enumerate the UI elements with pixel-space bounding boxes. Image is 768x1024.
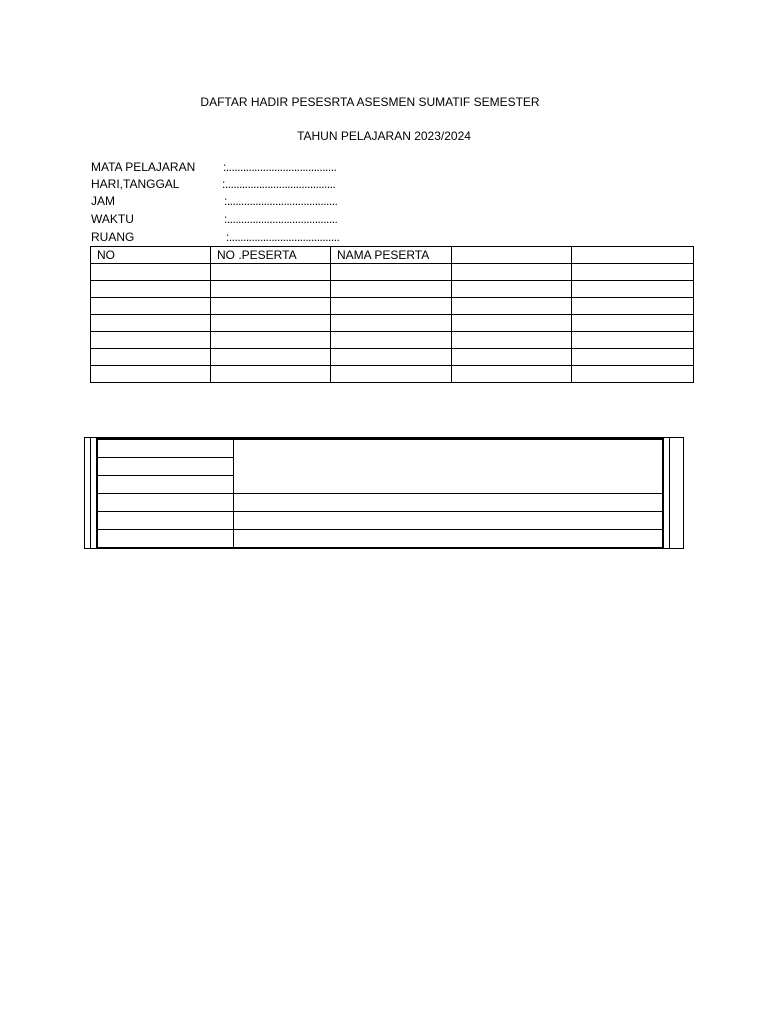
table-cell[interactable]	[211, 366, 331, 383]
table-cell[interactable]	[572, 315, 694, 332]
signature-merged-cell[interactable]	[234, 439, 664, 494]
header-cell-nama-peserta: NAMA PESERTA	[331, 247, 452, 264]
info-value: :.......................................	[224, 194, 338, 208]
signature-box-left-border	[90, 437, 97, 549]
info-value: :.......................................	[226, 230, 340, 244]
table-cell[interactable]	[91, 349, 211, 366]
table-cell[interactable]	[331, 281, 452, 298]
signature-cell[interactable]	[98, 512, 234, 530]
header-cell-blank	[572, 247, 694, 264]
signature-cell[interactable]	[234, 512, 664, 530]
table-cell[interactable]	[211, 315, 331, 332]
signature-cell[interactable]	[98, 458, 234, 476]
table-cell[interactable]	[452, 264, 572, 281]
table-cell[interactable]	[211, 298, 331, 315]
table-cell[interactable]	[331, 264, 452, 281]
table-cell[interactable]	[211, 349, 331, 366]
table-cell[interactable]	[572, 349, 694, 366]
table-row	[91, 264, 694, 281]
table-cell[interactable]	[331, 315, 452, 332]
table-cell[interactable]	[572, 281, 694, 298]
table-cell[interactable]	[91, 264, 211, 281]
table-cell[interactable]	[91, 366, 211, 383]
table-row	[91, 349, 694, 366]
table-cell[interactable]	[572, 366, 694, 383]
table-cell[interactable]	[452, 315, 572, 332]
info-value: :.......................................	[222, 177, 336, 191]
table-cell[interactable]	[91, 315, 211, 332]
table-row	[91, 332, 694, 349]
signature-row	[98, 494, 664, 512]
table-cell[interactable]	[572, 332, 694, 349]
signature-cell[interactable]	[98, 530, 234, 549]
header-cell-no: NO	[91, 247, 211, 264]
table-cell[interactable]	[452, 349, 572, 366]
signature-row	[98, 439, 664, 458]
document-subtitle: TAHUN PELAJARAN 2023/2024	[297, 129, 471, 143]
table-cell[interactable]	[211, 264, 331, 281]
info-label: JAM	[91, 194, 115, 208]
table-cell[interactable]	[331, 332, 452, 349]
signature-table	[97, 438, 664, 549]
signature-cell[interactable]	[98, 494, 234, 512]
info-label: RUANG	[91, 230, 135, 244]
signature-cell[interactable]	[98, 439, 234, 458]
attendance-table	[90, 246, 694, 383]
table-cell[interactable]	[452, 366, 572, 383]
table-row	[91, 281, 694, 298]
signature-cell[interactable]	[234, 494, 664, 512]
signature-cell[interactable]	[234, 530, 664, 549]
table-cell[interactable]	[331, 349, 452, 366]
table-cell[interactable]	[572, 264, 694, 281]
table-cell[interactable]	[91, 281, 211, 298]
document-title: DAFTAR HADIR PESESRTA ASESMEN SUMATIF SEMESTER	[200, 95, 540, 109]
table-row	[91, 315, 694, 332]
table-row	[91, 366, 694, 383]
table-cell[interactable]	[331, 366, 452, 383]
table-cell[interactable]	[91, 298, 211, 315]
table-row	[91, 298, 694, 315]
table-cell[interactable]	[211, 281, 331, 298]
signature-row	[98, 512, 664, 530]
table-cell[interactable]	[331, 298, 452, 315]
table-header-row	[91, 247, 694, 264]
info-value: :.......................................	[224, 212, 338, 226]
table-cell[interactable]	[572, 298, 694, 315]
table-cell[interactable]	[452, 332, 572, 349]
info-label: MATA PELAJARAN	[91, 160, 196, 174]
table-cell[interactable]	[91, 332, 211, 349]
signature-cell[interactable]	[98, 476, 234, 494]
table-cell[interactable]	[452, 281, 572, 298]
table-cell[interactable]	[452, 298, 572, 315]
table-cell[interactable]	[211, 332, 331, 349]
info-label: WAKTU	[91, 212, 134, 226]
header-cell-no-peserta: NO .PESERTA	[211, 247, 331, 264]
info-value: :.......................................	[223, 160, 337, 174]
header-cell-blank	[452, 247, 572, 264]
info-label: HARI,TANGGAL	[91, 177, 180, 191]
signature-row	[98, 530, 664, 549]
